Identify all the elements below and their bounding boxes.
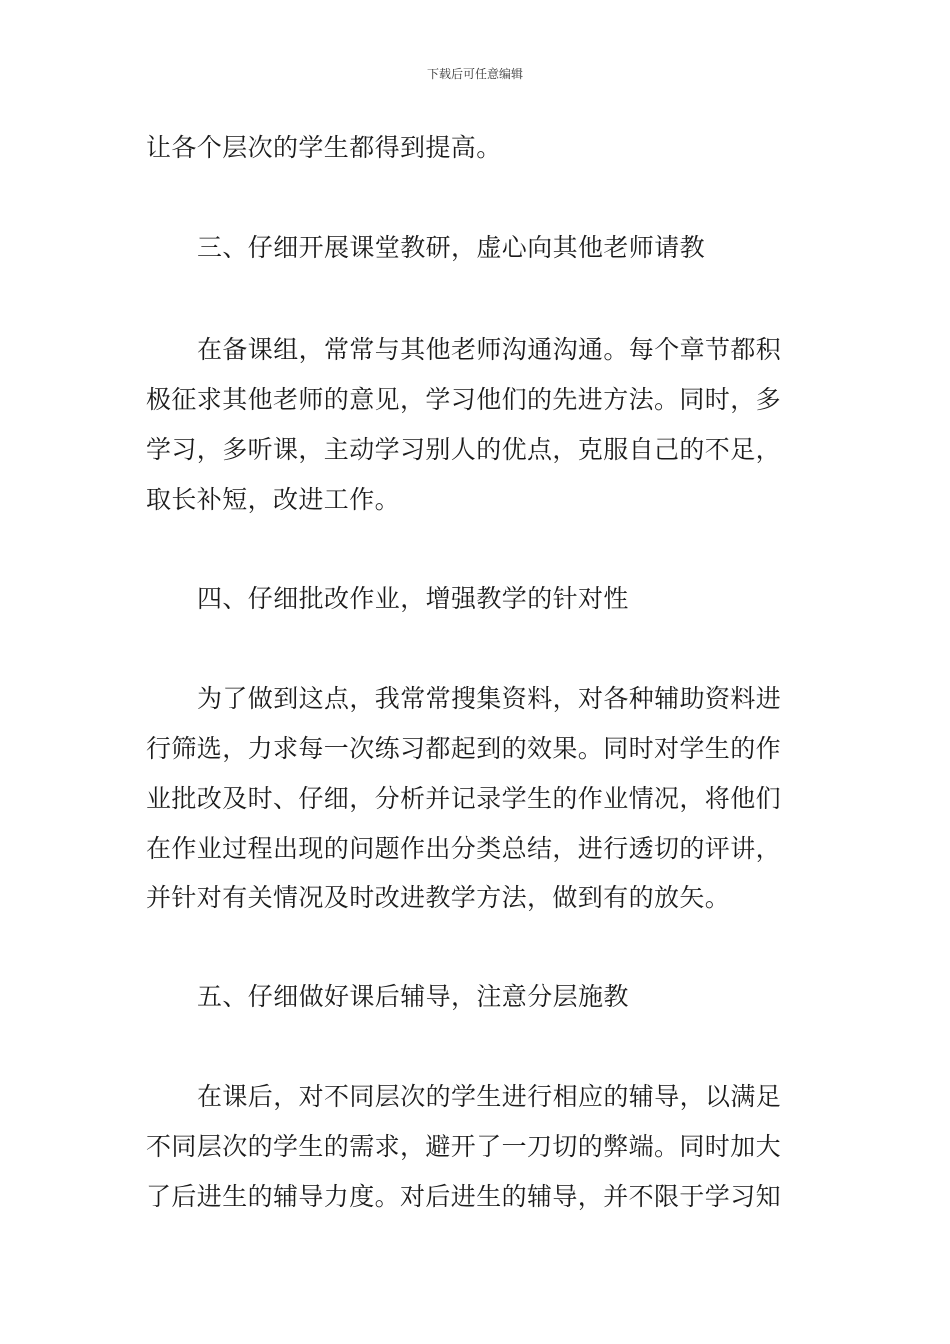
paragraph-line: 在作业过程出现的问题作出分类总结，进行透切的评讲， [146, 834, 782, 863]
paragraph-line: 在备课组，常常与其他老师沟通沟通。每个章节都积 [197, 335, 782, 364]
page-header: 下载后可任意编辑 [426, 67, 523, 81]
paragraph-line: 业批改及时、仔细，分析并记录学生的作业情况，将他们 [146, 784, 782, 813]
section-heading-5: 五、仔细做好课后辅导，注意分层施教 [197, 982, 629, 1011]
paragraph-line: 在课后，对不同层次的学生进行相应的辅导，以满足 [197, 1082, 782, 1111]
paragraph-line: 行筛选，力求每一次练习都起到的效果。同时对学生的作 [146, 734, 782, 763]
paragraph-line: 学习，多听课，主动学习别人的优点，克服自己的不足， [146, 435, 782, 464]
paragraph-line: 极征求其他老师的意见，学习他们的先进方法。同时，多 [146, 385, 782, 414]
section-heading-3: 三、仔细开展课堂教研，虚心向其他老师请教 [197, 233, 706, 262]
section-heading-4: 四、仔细批改作业，增强教学的针对性 [197, 584, 629, 613]
paragraph-line: 不同层次的学生的需求，避开了一刀切的弊端。同时加大 [146, 1132, 782, 1161]
paragraph-line: 为了做到这点，我常常搜集资料，对各种辅助资料进 [197, 684, 782, 713]
paragraph-line: 并针对有关情况及时改进教学方法，做到有的放矢。 [146, 883, 731, 912]
paragraph-line: 让各个层次的学生都得到提高。 [146, 133, 502, 162]
paragraph-line: 取长补短，改进工作。 [146, 485, 401, 514]
paragraph-line: 了后进生的辅导力度。对后进生的辅导，并不限于学习知 [146, 1182, 782, 1211]
